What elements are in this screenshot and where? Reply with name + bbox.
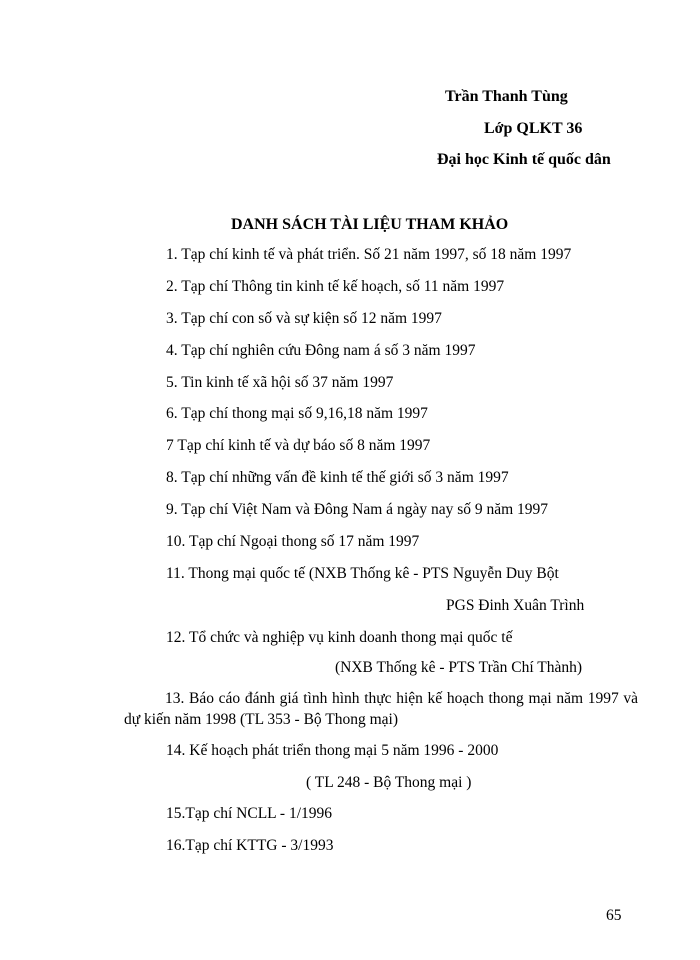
university-name: Đại học Kinh tế quốc dân (437, 151, 611, 168)
reference-item: 15.Tạp chí NCLL - 1/1996 (166, 805, 333, 822)
class-name: Lớp QLKT 36 (484, 120, 583, 137)
page-title: DANH SÁCH TÀI LIỆU THAM KHẢO (231, 216, 509, 233)
reference-item: 2. Tạp chí Thông tin kinh tế kế hoạch, số 11 năm 1997 (166, 278, 505, 295)
reference-item: 6. Tạp chí thong mại số 9,16,18 năm 1997 (166, 405, 428, 422)
reference-item: 14. Kế hoạch phát triển thong mại 5 năm 1996 - 2000 (166, 742, 499, 759)
reference-item: 9. Tạp chí Việt Nam và Đông Nam á ngày nay số 9 năm 1997 (166, 501, 549, 518)
reference-item: 7 Tạp chí kinh tế và dự báo số 8 năm 1997 (166, 437, 431, 454)
reference-item-multiline: 13. Báo cáo đánh giá tình hình thực hiện kế hoạch thong mại năm 1997 và dự kiến năm 1998 (TL 353 - Bộ Thong mại) (124, 690, 638, 728)
reference-item: 10. Tạp chí Ngoại thong số 17 năm 1997 (166, 533, 420, 550)
reference-item-continuation: ( TL 248 - Bộ Thong mại ) (306, 774, 472, 791)
reference-item: 4. Tạp chí nghiên cứu Đông nam á số 3 năm 1997 (166, 342, 476, 359)
author-name: Trần Thanh Tùng (445, 88, 568, 105)
reference-item: 5. Tin kinh tế xã hội số 37 năm 1997 (166, 374, 394, 391)
reference-item: 12. Tổ chức và nghiệp vụ kinh doanh thong mại quốc tế (166, 629, 513, 646)
reference-item-continuation: PGS Đinh Xuân Trình (446, 597, 585, 614)
reference-item: 16.Tạp chí KTTG - 3/1993 (166, 837, 334, 854)
reference-item: 8. Tạp chí những vấn đề kinh tế thế giới số 3 năm 1997 (166, 469, 509, 486)
reference-item: 3. Tạp chí con số và sự kiện số 12 năm 1997 (166, 310, 442, 327)
reference-item-continuation: (NXB Thống kê - PTS Trần Chí Thành) (335, 659, 583, 676)
reference-item: 1. Tạp chí kinh tế và phát triển. Số 21 năm 1997, số 18 năm 1997 (166, 246, 572, 263)
page-number: 65 (606, 907, 622, 924)
reference-item: 11. Thong mại quốc tế (NXB Thống kê - PTS Nguyễn Duy Bột (166, 565, 559, 582)
